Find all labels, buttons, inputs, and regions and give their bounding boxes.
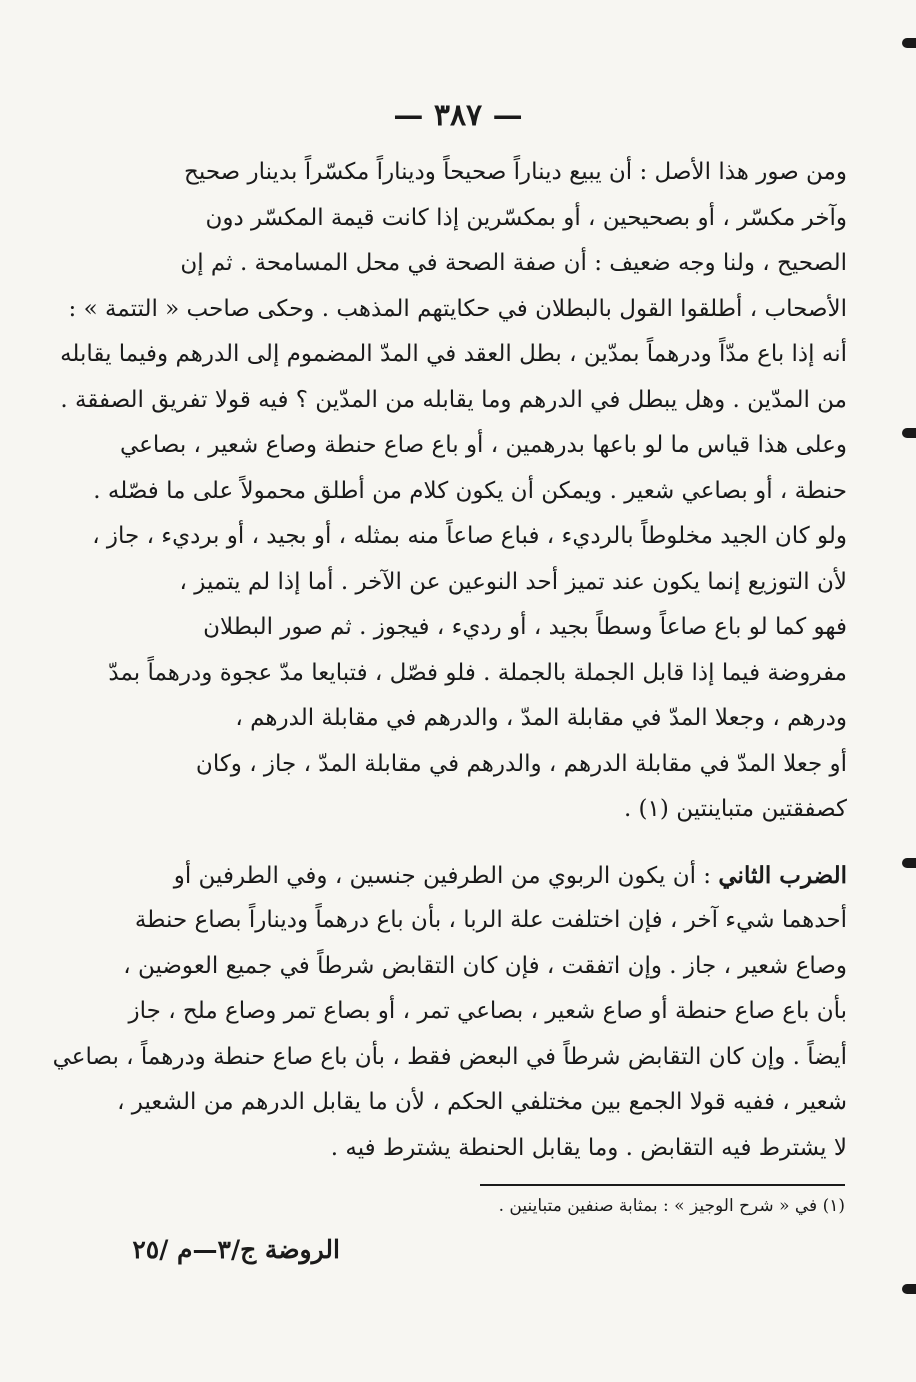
text-line: فهو كما لو باع صاعاً وسطاً بجيد ، أو رديء ، فيجوز . ثم صور البطلان xyxy=(203,614,847,640)
text-line: وعلى هذا قياس ما لو باعها بدرهمين ، أو باع صاع حنطة وصاع شعير ، بصاعي xyxy=(119,432,847,458)
text-line: أحدهما شيء آخر ، فإن اختلفت علة الربا ، بأن باع درهماً وديناراً بصاع حنطة xyxy=(134,907,847,933)
footnote: (١) في « شرح الوجيز » : بمثابة صنفين متباينين . xyxy=(498,1196,845,1216)
text-line: حنطة ، أو بصاعي شعير . ويمكن أن يكون كلام من أطلق محمولاً على ما فصّله . xyxy=(93,477,847,504)
text-line: ودرهم ، وجعلا المدّ في مقابلة المدّ ، والدرهم في مقابلة الدرهم ، xyxy=(235,705,847,731)
text-line: لا يشترط فيه التقابض . وما يقابل الحنطة يشترط فيه . xyxy=(330,1134,847,1161)
text-line: لأن التوزيع إنما يكون عند تميز أحد النوعين عن الآخر . أما إذا لم يتميز ، xyxy=(179,568,847,595)
text-line: أيضاً . وإن كان التقابض شرطاً في البعض فقط ، بأن باع صاع حنطة ودرهماً ، بصاعي xyxy=(52,1043,847,1070)
body-text xyxy=(52,150,847,1171)
text-line: ولو كان الجيد مخلوطاً بالرديء ، فباع صاعاً منه بمثله ، أو بجيد ، أو برديء ، جاز ، xyxy=(92,523,847,549)
signature-mark: الروضة ج/٣—م /٢٥ xyxy=(132,1235,340,1264)
text-line: كصفقتين متباينتين (١) . xyxy=(623,796,847,822)
text-line: أنه إذا باع مدّاً ودرهماً بمدّين ، بطل العقد في المدّ المضموم إلى الدرهم وفيما يقابله xyxy=(60,341,847,367)
text-line: الصحيح ، ولنا وجه ضعيف : أن صفة الصحة في محل المسامحة . ثم إن xyxy=(180,250,847,276)
footnote-divider xyxy=(480,1184,845,1186)
paragraph-1 xyxy=(60,150,847,833)
text-run: : أن يكون الربوي من الطرفين جنسين ، وفي الطرفين أو xyxy=(173,862,719,889)
edge-mark xyxy=(902,428,916,438)
text-line: من المدّين . وهل يبطل في الدرهم وما يقابله من المدّين ؟ فيه قولا تفريق الصفقة . xyxy=(60,386,847,413)
text-line: ومن صور هذا الأصل : أن يبيع ديناراً صحيحاً وديناراً مكسّراً بدينار صحيح xyxy=(184,159,847,185)
edge-mark xyxy=(902,858,916,868)
text-line: الأصحاب ، أطلقوا القول بالبطلان في حكايتهم المذهب . وحكى صاحب « التتمة » : xyxy=(68,295,847,322)
edge-mark xyxy=(902,1284,916,1294)
text-line: شعير ، ففيه قولا الجمع بين مختلفي الحكم ، لأن ما يقابل الدرهم من الشعير ، xyxy=(117,1089,847,1115)
text-line xyxy=(135,853,847,899)
page-number: — ٣٨٧ — xyxy=(393,98,523,133)
text-line: وصاع شعير ، جاز . وإن اتفقت ، فإن كان التقابض شرطاً في جميع العوضين ، xyxy=(123,952,847,979)
text-line: وآخر مكسّر ، أو بصحيحين ، أو بمكسّرين إذا كانت قيمة المكسّر دون xyxy=(205,204,847,231)
text-line: أو جعلا المدّ في مقابلة الدرهم ، والدرهم في مقابلة المدّ ، جاز ، وكان xyxy=(195,750,847,777)
edge-mark xyxy=(902,38,916,48)
text-line: مفروضة فيما إذا قابل الجملة بالجملة . فلو فصّل ، فتبايعا مدّ عجوة ودرهماً بمدّ xyxy=(108,659,847,686)
text-line: بأن باع صاع حنطة أو صاع شعير ، بصاعي تمر ، أو بصاع تمر وصاع ملح ، جاز xyxy=(128,998,847,1024)
paragraph-gap xyxy=(135,833,847,853)
paragraph-2 xyxy=(52,853,847,1172)
section-heading: الضرب الثاني xyxy=(718,861,847,889)
